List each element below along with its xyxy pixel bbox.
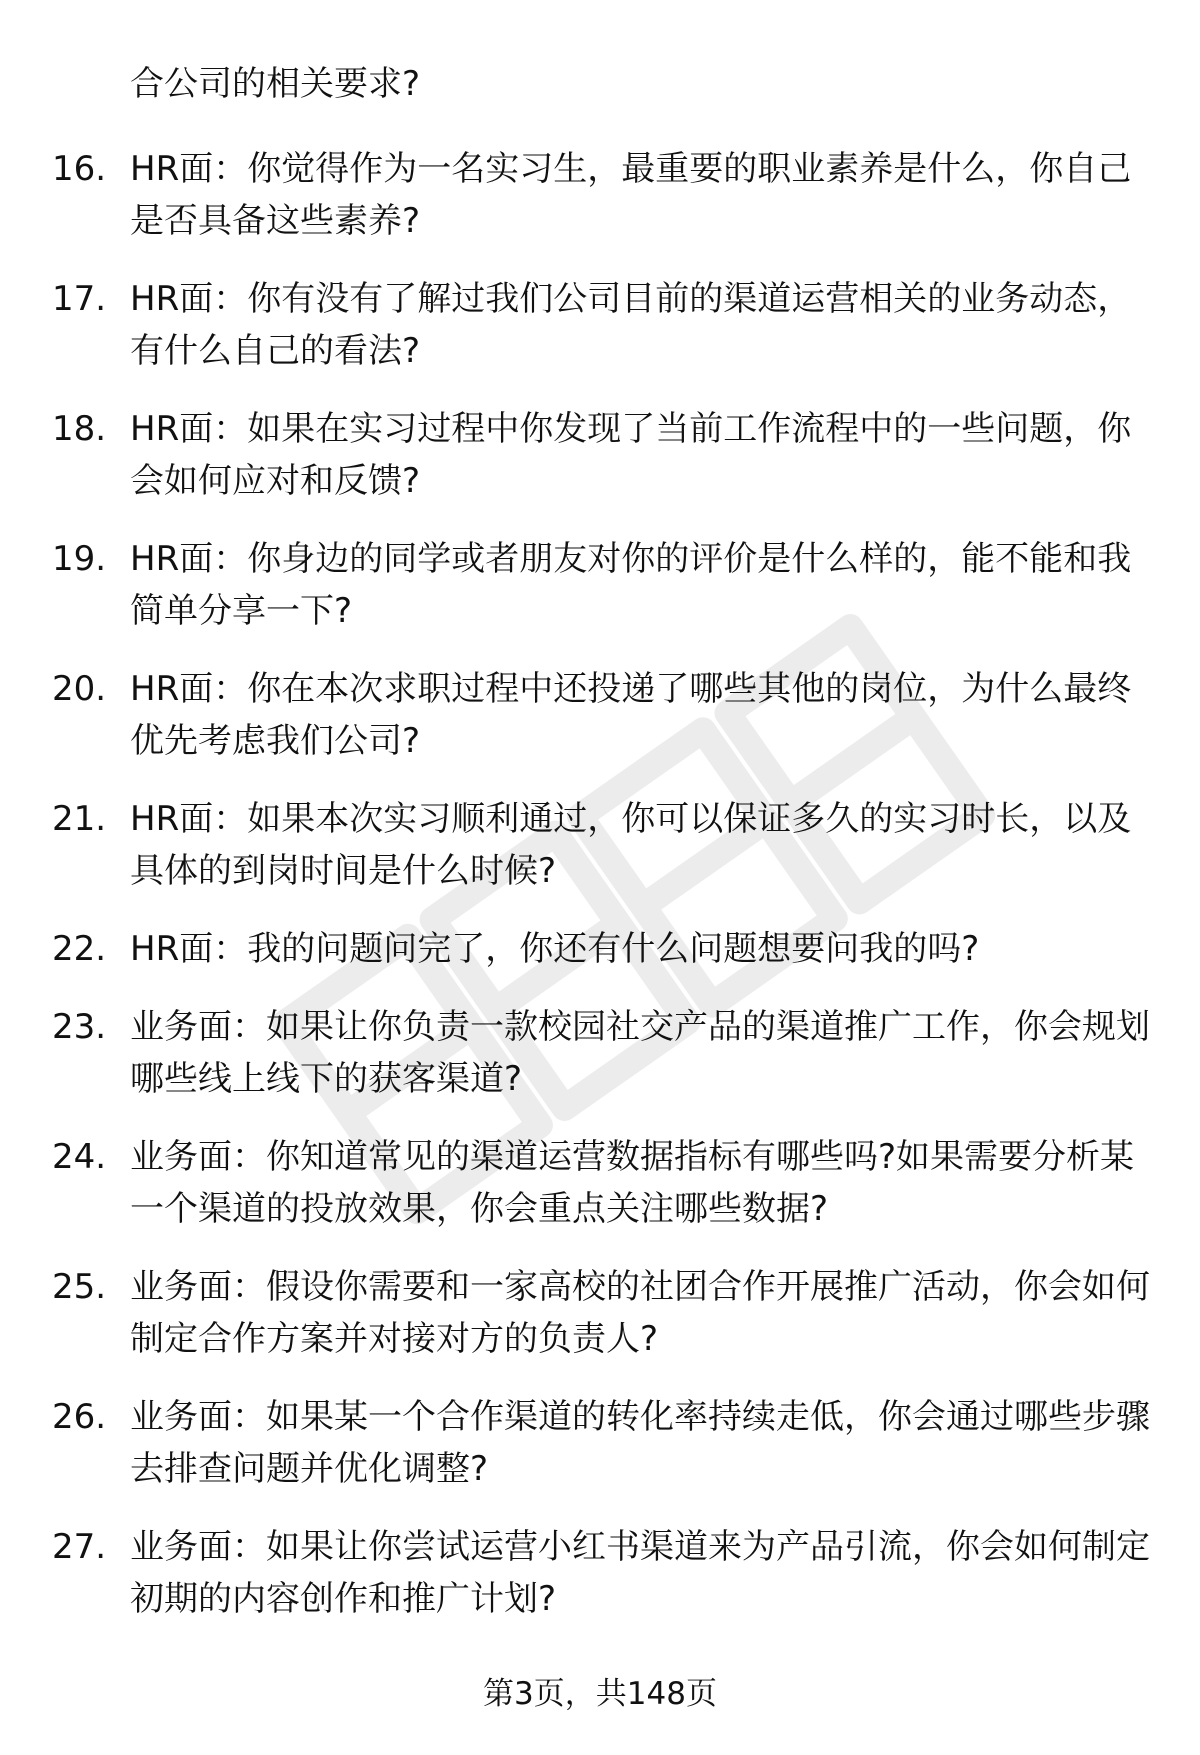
question-text: 业务面：你知道常见的渠道运营数据指标有哪些吗?如果需要分析某一个渠道的投放效果，你会重点关注哪些数据? [130, 1137, 1135, 1229]
question-number: 16. [52, 149, 107, 189]
question-number: 25. [52, 1267, 107, 1307]
question-number: 21. [52, 799, 107, 839]
question-item [52, 1521, 1162, 1651]
question-number: 19. [52, 539, 107, 579]
question-number: 24. [52, 1137, 107, 1177]
question-text: 业务面：假设你需要和一家高校的社团合作开展推广活动，你会如何制定合作方案并对接对方的负责人? [130, 1267, 1150, 1359]
question-text: HR面：我的问题问完了，你还有什么问题想要问我的吗? [130, 929, 980, 969]
question-text: 业务面：如果让你尝试运营小红书渠道来为产品引流，你会如何制定初期的内容创作和推广计划? [130, 1527, 1150, 1619]
question-number: 22. [52, 929, 107, 969]
question-item [52, 793, 1162, 923]
question-text: HR面：如果本次实习顺利通过，你可以保证多久的实习时长，以及具体的到岗时间是什么时候? [130, 799, 1132, 891]
question-text: HR面：你觉得作为一名实习生，最重要的职业素养是什么，你自己是否具备这些素养? [130, 149, 1132, 241]
question-number: 17. [52, 279, 107, 319]
question-item [52, 403, 1162, 533]
question-item [52, 1391, 1162, 1521]
question-item [52, 1131, 1162, 1261]
question-item [52, 923, 1162, 1001]
question-number: 20. [52, 669, 107, 709]
question-text: HR面：你在本次求职过程中还投递了哪些其他的岗位，为什么最终优先考虑我们公司? [130, 669, 1132, 761]
question-number: 18. [52, 409, 107, 449]
question-text: 业务面：如果某一个合作渠道的转化率持续走低，你会通过哪些步骤去排查问题并优化调整? [130, 1397, 1150, 1489]
question-text: 业务面：如果让你负责一款校园社交产品的渠道推广工作，你会规划哪些线上线下的获客渠道? [130, 1007, 1150, 1099]
question-item [52, 143, 1162, 273]
question-item [52, 1001, 1162, 1131]
question-text: HR面：你身边的同学或者朋友对你的评价是什么样的，能不能和我简单分享一下? [130, 539, 1132, 631]
continuation-text: 合公司的相关要求? [130, 64, 421, 104]
question-text: HR面：你有没有了解过我们公司目前的渠道运营相关的业务动态，有什么自己的看法? [130, 279, 1132, 371]
question-number: 26. [52, 1397, 107, 1437]
question-number: 23. [52, 1007, 107, 1047]
question-item [52, 533, 1162, 663]
question-text: HR面：如果在实习过程中你发现了当前工作流程中的一些问题，你会如何应对和反馈? [130, 409, 1132, 501]
question-item [52, 1261, 1162, 1391]
page-footer: 第3页，共148页 [483, 1676, 717, 1712]
question-number: 27. [52, 1527, 107, 1567]
question-item [52, 273, 1162, 403]
question-list [52, 143, 1162, 1651]
question-item [52, 663, 1162, 793]
